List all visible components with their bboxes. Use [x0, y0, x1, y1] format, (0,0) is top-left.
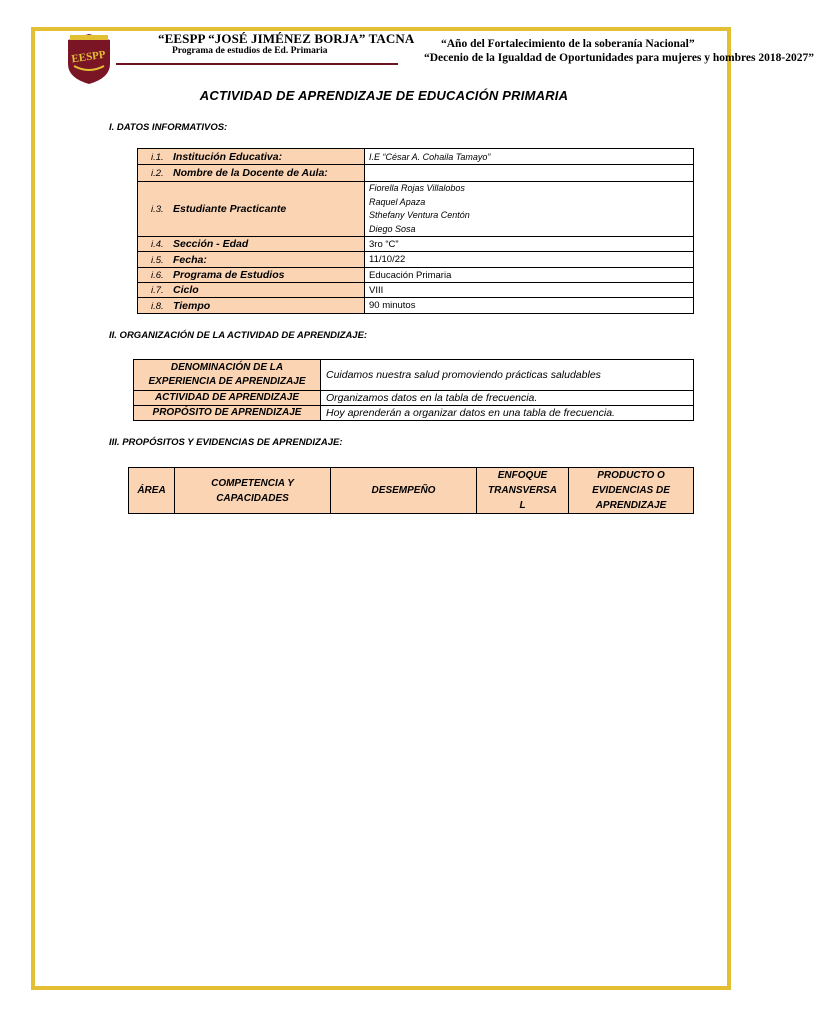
row-value: VIII	[365, 283, 694, 298]
row-label: i.2. Nombre de la Docente de Aula:	[138, 165, 365, 182]
student-name: Raquel Apaza	[369, 196, 426, 207]
header-rule	[116, 63, 398, 65]
row-label: i.4. Sección - Edad	[138, 237, 365, 252]
column-header-producto: PRODUCTO O EVIDENCIAS DE APRENDIZAJE	[569, 468, 694, 514]
organizacion-table	[133, 359, 694, 421]
student-name: Diego Sosa	[369, 223, 416, 234]
school-name: “EESPP “JOSÉ JIMÉNEZ BORJA” TACNA	[158, 31, 415, 46]
school-crest-logo	[64, 32, 114, 86]
row-value	[365, 165, 694, 182]
table-row	[134, 406, 694, 421]
row-label: i.1. Institución Educativa:	[138, 149, 365, 165]
table-row	[138, 182, 694, 237]
section-3-heading: III. PROPÓSITOS Y EVIDENCIAS DE APRENDIZAJE:	[109, 437, 343, 448]
table-row	[138, 149, 694, 165]
propositos-evidencias-table	[128, 467, 694, 514]
table-row	[138, 298, 694, 314]
row-label: i.8. Tiempo	[138, 298, 365, 314]
row-label: i.5. Fecha:	[138, 252, 365, 268]
program-name: Programa de estudios de Ed. Primaria	[172, 46, 328, 56]
table-row	[138, 252, 694, 268]
row-value: Cuidamos nuestra salud promoviendo prácticas saludables	[321, 360, 694, 391]
row-label: ACTIVIDAD DE APRENDIZAJE	[134, 391, 321, 406]
row-value: 11/10/22	[365, 252, 694, 268]
year-motto: “Año del Fortalecimiento de la soberanía Nacional”	[441, 38, 695, 50]
section-2-heading: II. ORGANIZACIÓN DE LA ACTIVIDAD DE APRENDIZAJE:	[109, 330, 368, 341]
row-label: PROPÓSITO DE APRENDIZAJE	[134, 406, 321, 421]
datos-informativos-table	[137, 148, 694, 314]
row-value: 90 minutos	[365, 298, 694, 314]
student-name: Fiorella Rojas Villalobos	[369, 183, 465, 193]
row-value: Hoy aprenderán a organizar datos en una tabla de frecuencia.	[321, 406, 694, 421]
row-value: Educación Primaria	[365, 268, 694, 283]
column-header-desempeno: DESEMPEÑO	[331, 468, 477, 514]
table-row	[134, 391, 694, 406]
table-row	[138, 237, 694, 252]
row-label: i.3. Estudiante Practicante	[138, 182, 365, 237]
row-value: I.E “César A. Cohaila Tamayo”	[365, 149, 694, 165]
table-row	[138, 165, 694, 182]
column-header-enfoque: ENFOQUE TRANSVERSA L	[477, 468, 569, 514]
row-value: 3ro “C”	[365, 237, 694, 252]
decade-motto: “Decenio de la Igualdad de Oportunidades para mujeres y hombres 2018-2027”	[424, 52, 814, 64]
decade-motto-box	[424, 51, 814, 76]
column-header-competencia: COMPETENCIA Y CAPACIDADES	[175, 468, 331, 514]
svg-text:EESPP: EESPP	[70, 48, 107, 66]
row-label: i.7. Ciclo	[138, 283, 365, 298]
row-label: DENOMINACIÓN DE LA EXPERIENCIA DE APRENDIZAJE	[134, 360, 321, 391]
row-label: i.6. Programa de Estudios	[138, 268, 365, 283]
section-1-heading: I. DATOS INFORMATIVOS:	[109, 122, 228, 133]
table-header-row	[129, 468, 694, 514]
document-title: ACTIVIDAD DE APRENDIZAJE DE EDUCACIÓN PRIMARIA	[199, 88, 569, 103]
table-row	[138, 268, 694, 283]
table-row	[138, 283, 694, 298]
row-value	[365, 182, 694, 237]
row-value: Organizamos datos en la tabla de frecuencia.	[321, 391, 694, 406]
student-name: Sthefany Ventura Centón	[369, 210, 470, 220]
column-header-area: ÁREA	[129, 468, 175, 514]
table-row	[134, 360, 694, 391]
